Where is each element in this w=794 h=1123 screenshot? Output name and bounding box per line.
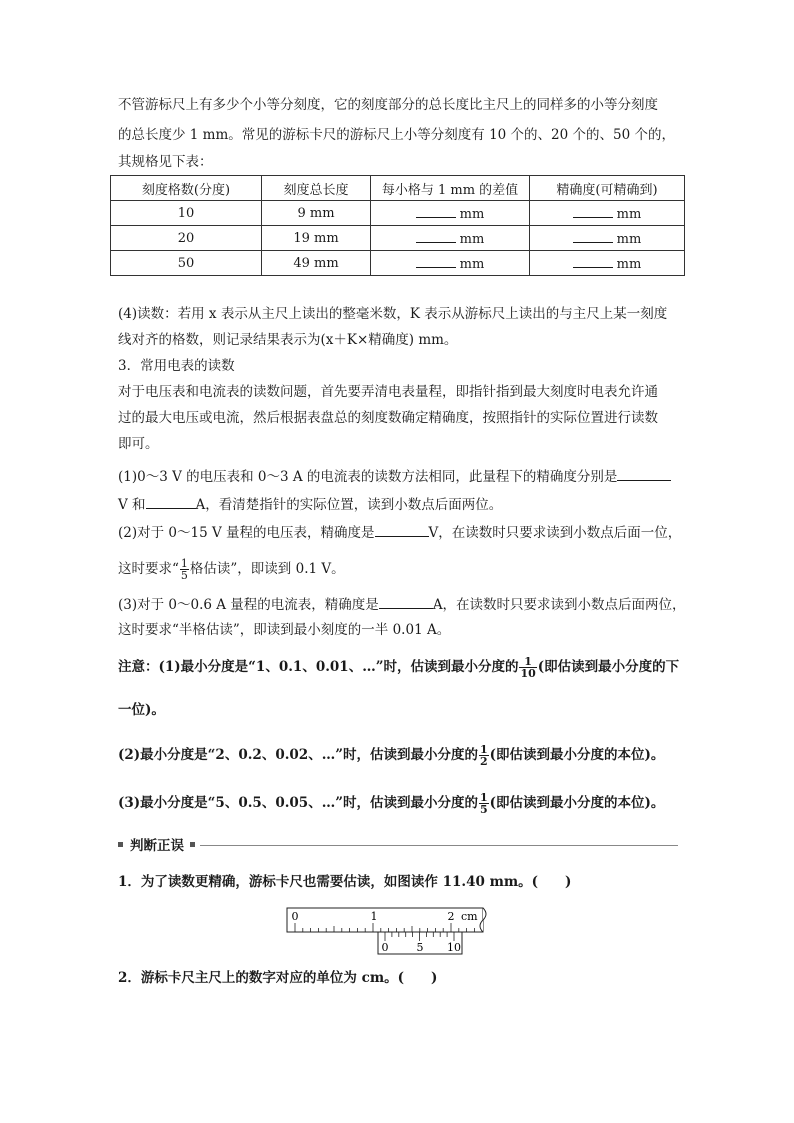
table-row — [111, 251, 685, 276]
unit-label: mm — [459, 257, 485, 272]
answer-blank — [573, 254, 613, 268]
answer-blank — [375, 522, 429, 537]
main-unit: cm — [461, 910, 478, 923]
fraction-denominator: 2 — [479, 755, 488, 768]
header-cell: 每小格与 1 mm 的差值 — [371, 176, 530, 201]
item-3-text: A，在读数时只要求读到小数点后面两位， — [432, 597, 686, 613]
item-2-text: V，在读数时只要求读到小数点后面一位， — [428, 525, 682, 541]
header-cell: 精确度(可精确到) — [530, 176, 685, 201]
vernier-label-5: 5 — [416, 941, 424, 954]
bullet-square-icon — [190, 842, 195, 847]
fraction-denominator: 5 — [479, 803, 488, 816]
precision-cell — [530, 226, 685, 251]
intro-line-3: 其规格见下表： — [118, 154, 213, 170]
divider — [200, 845, 678, 846]
item-1-text: V 和 — [118, 497, 146, 513]
vernier-label-0: 0 — [381, 941, 389, 954]
main-label-1: 1 — [370, 910, 378, 923]
reading-line-2: 线对齐的格数，则记录结果表示为(x＋K×精确度) mm。 — [118, 332, 458, 348]
unit-label: mm — [616, 257, 642, 272]
vernier-label-10: 10 — [447, 941, 461, 954]
item-1-text: (1)0～3 V 的电压表和 0～3 A 的电流表的读数方法相同，此量程下的精确度分别是 — [118, 469, 618, 485]
question-2: 2．游标卡尺主尺上的数字对应的单位为 cm。( ) — [118, 970, 438, 986]
fraction-one-tenth — [519, 656, 536, 679]
main-label-2: 2 — [447, 910, 455, 923]
note-1-line-2: 一位)。 — [118, 702, 165, 718]
unit-label: mm — [616, 232, 642, 247]
answer-blank — [416, 204, 456, 218]
precision-cell — [530, 251, 685, 276]
section-3-paragraph-3: 即可。 — [118, 436, 159, 452]
item-2-line-1 — [118, 522, 682, 543]
main-label-0: 0 — [291, 910, 299, 923]
precision-cell — [530, 201, 685, 226]
bullet-square-icon — [118, 842, 123, 847]
answer-blank — [146, 494, 196, 509]
section-3-paragraph-2: 过的最大电压或电流，然后根据表盘总的刻度数确定精确度，按照指针的实际位置进行读数 — [118, 410, 658, 426]
note-text: (即估读到最小分度的下 — [537, 659, 680, 675]
note-text: (即估读到最小分度的本位)。 — [489, 747, 665, 763]
table-header-row — [111, 176, 685, 201]
unit-label: mm — [459, 232, 485, 247]
question-1: 1．为了读数更精确，游标卡尺也需要估读，如图读作 11.40 mm。( ) — [118, 874, 572, 890]
note-text: 注意：(1)最小分度是“1、0.1、0.01、…”时，估读到最小分度的 — [118, 659, 519, 675]
item-1-line-1 — [118, 466, 678, 487]
fraction-numerator: 1 — [479, 791, 488, 804]
note-1-line-1 — [118, 656, 678, 679]
note-text: (2)最小分度是“2、0.2、0.02、…”时，估读到最小分度的 — [118, 747, 478, 763]
vernier-spec-table — [110, 175, 685, 276]
item-2-text: 这时要求“ — [118, 561, 179, 577]
item-1-line-2 — [118, 494, 678, 515]
note-text: (3)最小分度是“5、0.5、0.05、…”时，估读到最小分度的 — [118, 795, 478, 811]
item-2-text: (2)对于 0～15 V 量程的电压表，精确度是 — [118, 525, 375, 541]
fraction-one-fifth — [180, 558, 189, 581]
item-2-text: 格估读”，即读到 0.1 V。 — [189, 561, 345, 577]
intro-line-1: 不管游标尺上有多少个小等分刻度，它的刻度部分的总长度比主尺上的同样多的小等分刻度 — [118, 97, 658, 113]
header-cell: 刻度总长度 — [262, 176, 371, 201]
fraction-numerator: 1 — [479, 743, 488, 756]
fraction-numerator: 1 — [519, 656, 536, 668]
table-row — [111, 226, 685, 251]
length-cell: 49 mm — [262, 251, 371, 276]
section-heading-label: 判断正误 — [130, 838, 184, 854]
length-cell: 19 mm — [262, 226, 371, 251]
answer-blank — [573, 229, 613, 243]
note-text: (即估读到最小分度的本位)。 — [489, 795, 665, 811]
fraction-numerator: 1 — [180, 557, 188, 570]
header-cell: 刻度格数(分度) — [111, 176, 262, 201]
note-3 — [118, 792, 678, 815]
vernier-caliper-diagram — [285, 906, 490, 956]
division-cell: 10 — [111, 201, 262, 226]
fraction-one-fifth — [479, 792, 489, 815]
difference-cell — [371, 251, 530, 276]
answer-blank — [379, 594, 433, 609]
item-3-line-1 — [118, 594, 686, 615]
unit-label: mm — [616, 207, 642, 222]
length-cell: 9 mm — [262, 201, 371, 226]
note-2 — [118, 744, 678, 767]
answer-blank — [416, 229, 456, 243]
section-3-paragraph-1: 对于电压表和电流表的读数问题，首先要弄清电表量程，即指针指到最大刻度时电表允许通 — [118, 384, 658, 400]
item-2-line-2 — [118, 558, 678, 581]
fraction-one-half — [479, 744, 489, 767]
difference-cell — [371, 226, 530, 251]
item-3-text: (3)对于 0～0.6 A 量程的电流表，精确度是 — [118, 597, 379, 613]
division-cell: 20 — [111, 226, 262, 251]
table-row — [111, 201, 685, 226]
fraction-denominator: 5 — [180, 569, 188, 582]
difference-cell — [371, 201, 530, 226]
item-3-line-2: 这时要求“半格估读”，即读到最小刻度的一半 0.01 A。 — [118, 622, 451, 638]
item-1-text: A，看清楚指针的实际位置，读到小数点后面两位。 — [195, 497, 503, 513]
section-3-title: 3．常用电表的读数 — [118, 358, 235, 374]
answer-blank — [416, 254, 456, 268]
fraction-denominator: 10 — [520, 667, 536, 680]
judge-section-heading — [118, 836, 678, 856]
unit-label: mm — [459, 207, 485, 222]
intro-line-2: 的总长度少 1 mm。常见的游标卡尺的游标尺上小等分刻度有 10 个的、20 个的、50 个的， — [118, 127, 675, 143]
answer-blank — [573, 204, 613, 218]
division-cell: 50 — [111, 251, 262, 276]
reading-line-1: (4)读数：若用 x 表示从主尺上读出的整毫米数，K 表示从游标尺上读出的与主尺上某一刻度 — [118, 306, 668, 322]
answer-blank — [617, 466, 671, 481]
